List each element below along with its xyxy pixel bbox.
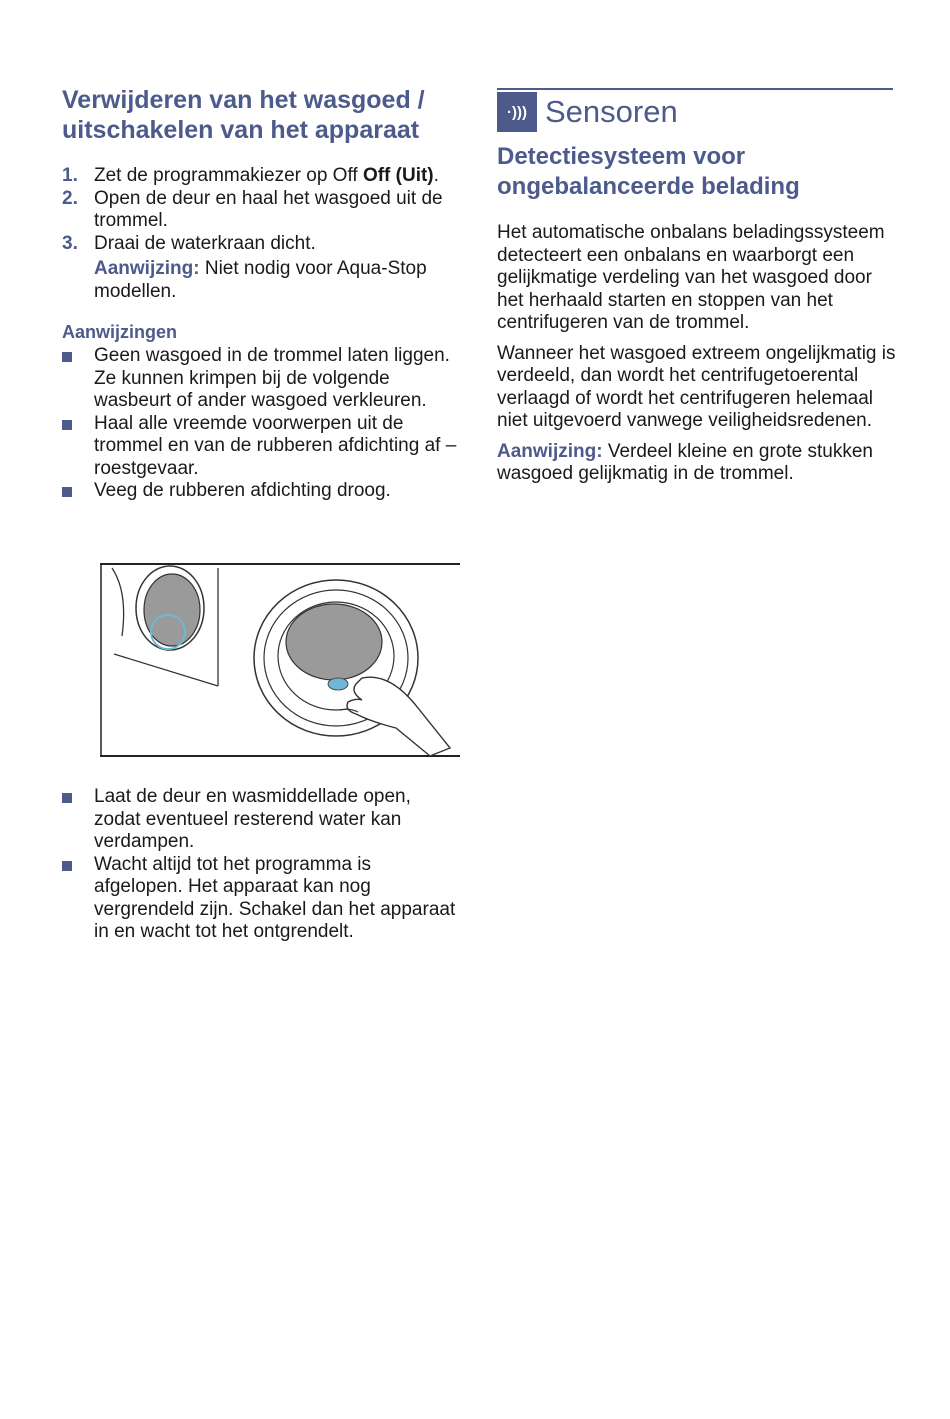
list-item-text: Haal alle vreemde voorwerpen uit de trommel en van de rubberen afdichting af – roestgevaar. [94,412,457,479]
list-item-text: Laat de deur en wasmiddellade open, zodat eventueel resterend water kan verdampen. [94,786,411,852]
note-label: Aanwijzing: [497,440,603,462]
bullet-square-icon [62,861,72,871]
list-item-text: Wacht altijd tot het programma is afgelopen. Het apparaat kan nog vergrendeld zijn. Schakel dan het apparaat in en wacht tot het ontgrendelt. [94,853,456,942]
left-title-line2: uitschakelen van het apparaat [62,116,420,144]
step-1 [62,165,462,188]
left-column [62,85,462,503]
notes-list-bottom [62,786,462,944]
section-title: Sensoren [545,94,678,129]
hand-cloth-icon [328,677,450,756]
list-item [62,786,462,854]
right-column [497,88,897,486]
note-text: Niet nodig voor Aqua-Stop modellen. [94,258,427,302]
bullet-square-icon [62,487,72,497]
step-number: 1. [62,165,78,186]
note-text: Verdeel kleine en grote stukken wasgoed gelijkmatig in de trommel. [497,440,873,484]
step-text-bold: Off (Uit) [362,165,434,186]
bullet-square-icon [62,420,72,430]
notes-heading: Aanwijzingen [62,322,178,342]
list-item [62,413,462,481]
left-section-title [62,85,462,145]
step-text: Draai de waterkraan dicht. [94,232,316,254]
subsection-title-line2: ongebalanceerde belading [497,173,800,200]
door-seal-illustration [100,562,460,758]
list-item [62,854,462,944]
section-header [497,88,893,132]
steps-list [62,165,462,303]
step-text: Open de deur en haal het wasgoed uit de trommel. [94,187,443,231]
paragraph-2: Wanneer het wasgoed extreem ongelijkmatig is verdeeld, dan wordt het centrifugetoerental verlaagd of wordt het centrifugeren helemaal niet uitgevoerd vanwege veiligheidsredenen. [497,342,896,431]
machine-small-view-icon [112,566,218,686]
bullet-square-icon [62,793,72,803]
list-item [62,345,462,413]
bullet-square-icon [62,352,72,362]
paragraph-1: Het automatische onbalans beladingssysteem detecteert een onbalans en waarborgt een gelijkmatige verdeling van het wasgoed door het herhaald starten en stoppen van het centrifugeren van de trommel. [497,222,885,333]
step-text-end: . [433,165,439,186]
sensor-waves-icon: ·))) [497,92,537,132]
step-number: 2. [62,187,78,209]
step-note [94,258,462,303]
left-title-line1: Verwijderen van het wasgoed / [62,86,425,114]
step-2 [62,188,462,233]
subsection-title [497,142,897,202]
left-column-bottom [62,786,462,944]
list-item-text: Geen wasgoed in de trommel laten liggen. Ze kunnen krimpen bij de volgende wasbeurt of ander wasgoed verkleuren. [94,345,450,411]
right-note [497,441,897,486]
note-label: Aanwijzing: [94,258,200,279]
step-3 [62,233,462,304]
list-item [62,480,462,503]
step-number: 3. [62,232,78,254]
step-text: Zet de programmakiezer op Off [94,165,363,186]
subsection-title-line1: Detectiesysteem voor [497,143,746,170]
notes-list-top [62,345,462,503]
list-item-text: Veeg de rubberen afdichting droog. [94,480,391,501]
